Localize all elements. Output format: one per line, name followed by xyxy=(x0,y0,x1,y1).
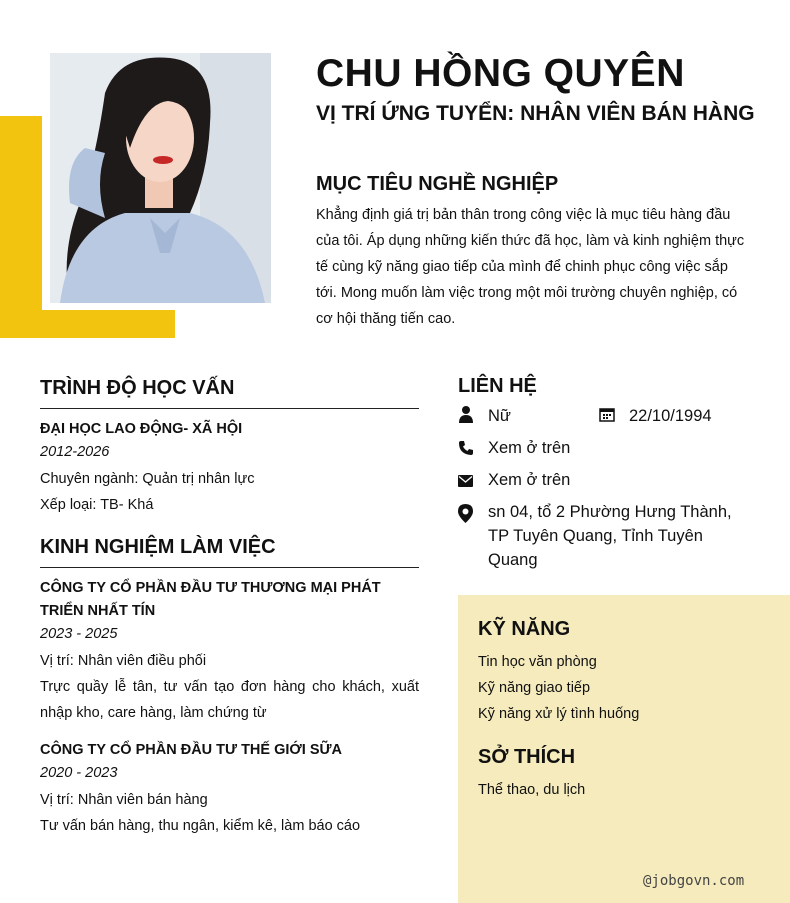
job-description: Trực quầy lễ tân, tư vấn tạo đơn hàng cho khách, xuất nhập kho, care hàng, làm chứng từ xyxy=(40,679,419,721)
person-icon xyxy=(458,405,474,428)
location-pin-icon xyxy=(458,504,473,528)
contact-email: Xem ở trên xyxy=(488,471,571,489)
skills-panel xyxy=(458,595,790,903)
envelope-icon xyxy=(458,474,473,492)
skill-item: Kỹ năng xử lý tình huống xyxy=(478,706,640,722)
job-entry xyxy=(40,577,419,726)
company-name: CÔNG TY CỔ PHẦN ĐẦU TƯ THẾ GIỚI SỮA xyxy=(40,742,343,758)
portrait-illustration xyxy=(50,53,271,303)
job-entry xyxy=(40,739,419,839)
contact-gender: Nữ xyxy=(488,407,511,425)
job-period: 2023 - 2025 xyxy=(40,626,118,642)
job-period: 2020 - 2023 xyxy=(40,765,118,781)
candidate-name: CHU HỒNG QUYÊN xyxy=(316,52,685,95)
company-name: CÔNG TY CỔ PHẦN ĐẦU TƯ THƯƠNG MẠI PHÁT TRIỂN NHẤT TÍN xyxy=(40,580,381,619)
education-grade: Xếp loại: TB- Khá xyxy=(40,497,154,513)
experience-heading: KINH NGHIỆM LÀM VIỆC xyxy=(40,536,276,558)
education-heading: TRÌNH ĐỘ HỌC VẤN xyxy=(40,377,235,399)
contact-phone: Xem ở trên xyxy=(488,439,571,457)
calendar-icon xyxy=(599,407,615,427)
education-major: Chuyên ngành: Quản trị nhân lực xyxy=(40,471,255,487)
applied-position: VỊ TRÍ ỨNG TUYỂN: NHÂN VIÊN BÁN HÀNG xyxy=(316,102,755,125)
profile-photo xyxy=(50,53,271,303)
hobbies-heading: SỞ THÍCH xyxy=(478,746,576,768)
job-description: Tư vấn bán hàng, thu ngân, kiểm kê, làm báo cáo xyxy=(40,818,361,834)
contact-heading: LIÊN HỆ xyxy=(458,375,537,397)
objective-text: Khẳng định giá trị bản thân trong công việc là mục tiêu hàng đầu của tôi. Áp dụng những kiến thức đã học, làm và kinh nghiệm thực tế cùng kỹ năng giao tiếp của mình để chinh phục công việc sắp tới. Mong muốn làm việc trong một môi trường chuyên nghiệp, có cơ hội thăng tiến cao. xyxy=(316,207,745,327)
skill-item: Tin học văn phòng xyxy=(478,654,597,670)
skills-list xyxy=(478,649,639,727)
phone-icon xyxy=(458,440,474,461)
skills-heading: KỸ NĂNG xyxy=(478,618,571,640)
job-role: Vị trí: Nhân viên điều phối xyxy=(40,653,207,669)
education-period: 2012-2026 xyxy=(40,444,110,460)
objective-heading: MỤC TIÊU NGHỀ NGHIỆP xyxy=(316,173,559,195)
contact-address: sn 04, tổ 2 Phường Hưng Thành, TP Tuyên Quang, Tỉnh Tuyên Quang xyxy=(488,503,732,569)
watermark: @jobgovn.com xyxy=(643,873,745,889)
skill-item: Kỹ năng giao tiếp xyxy=(478,680,591,696)
contact-birthday: 22/10/1994 xyxy=(629,407,712,425)
school-name: ĐẠI HỌC LAO ĐỘNG- XÃ HỘI xyxy=(40,421,243,437)
education-entry xyxy=(40,418,419,518)
job-role: Vị trí: Nhân viên bán hàng xyxy=(40,792,208,808)
education-divider xyxy=(40,408,419,409)
experience-divider xyxy=(40,567,419,568)
hobbies-text: Thể thao, du lịch xyxy=(478,782,586,798)
